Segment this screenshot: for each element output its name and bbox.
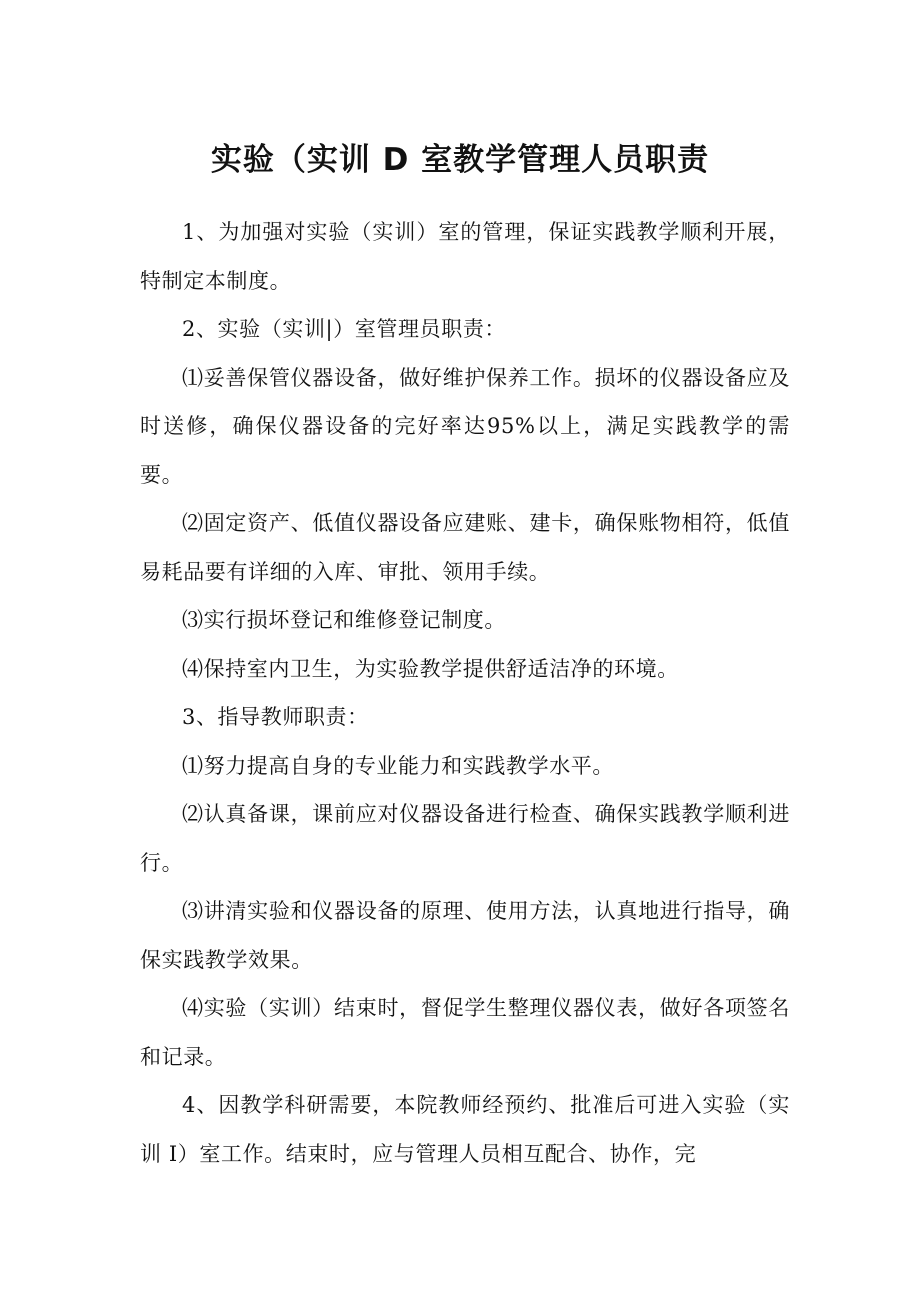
paragraph-3-2: ⑵认真备课，课前应对仪器设备进行检查、确保实践教学顺利进行。	[140, 802, 790, 875]
paragraph-2-4: ⑷保持室内卫生，为实验教学提供舒适洁净的环境。	[182, 656, 679, 681]
paragraph-2-1: ⑴妥善保管仪器设备，做好维护保养工作。损坏的仪器设备应及时送修，确保仪器设备的完好率达95%以上，满足实践教学的需要。	[140, 365, 790, 487]
document-title: 实验（实训 D 室教学管理人员职责	[210, 142, 710, 178]
paragraph-2-2: ⑵固定资产、低值仪器设备应建账、建卡，确保账物相符，低值易耗品要有详细的入库、审批、领用手续。	[140, 511, 790, 584]
paragraph-2-3: ⑶实行损坏登记和维修登记制度。	[182, 608, 506, 632]
paragraph-3-3: ⑶讲清实验和仪器设备的原理、使用方法，认真地进行指导，确保实践教学效果。	[140, 899, 790, 972]
paragraph-4: 4、因教学科研需要，本院教师经预约、批准后可进入实验（实训 I）室工作。结束时，应与管理人员相互配合、协作，完	[140, 1093, 790, 1166]
paragraph-3-4: ⑷实验（实训）结束时，督促学生整理仪器仪表，做好各项签名和记录。	[140, 996, 790, 1069]
paragraph-3-1: ⑴努力提高自身的专业能力和实践教学水平。	[182, 753, 614, 778]
document-body	[140, 208, 790, 1178]
paragraph-3: 3、指导教师职责：	[182, 705, 369, 729]
paragraph-2: 2、实验（实训|）室管理员职责：	[182, 317, 507, 341]
paragraph-1: 1、为加强对实验（实训）室的管理，保证实践教学顺利开展，特制定本制度。	[140, 220, 790, 293]
